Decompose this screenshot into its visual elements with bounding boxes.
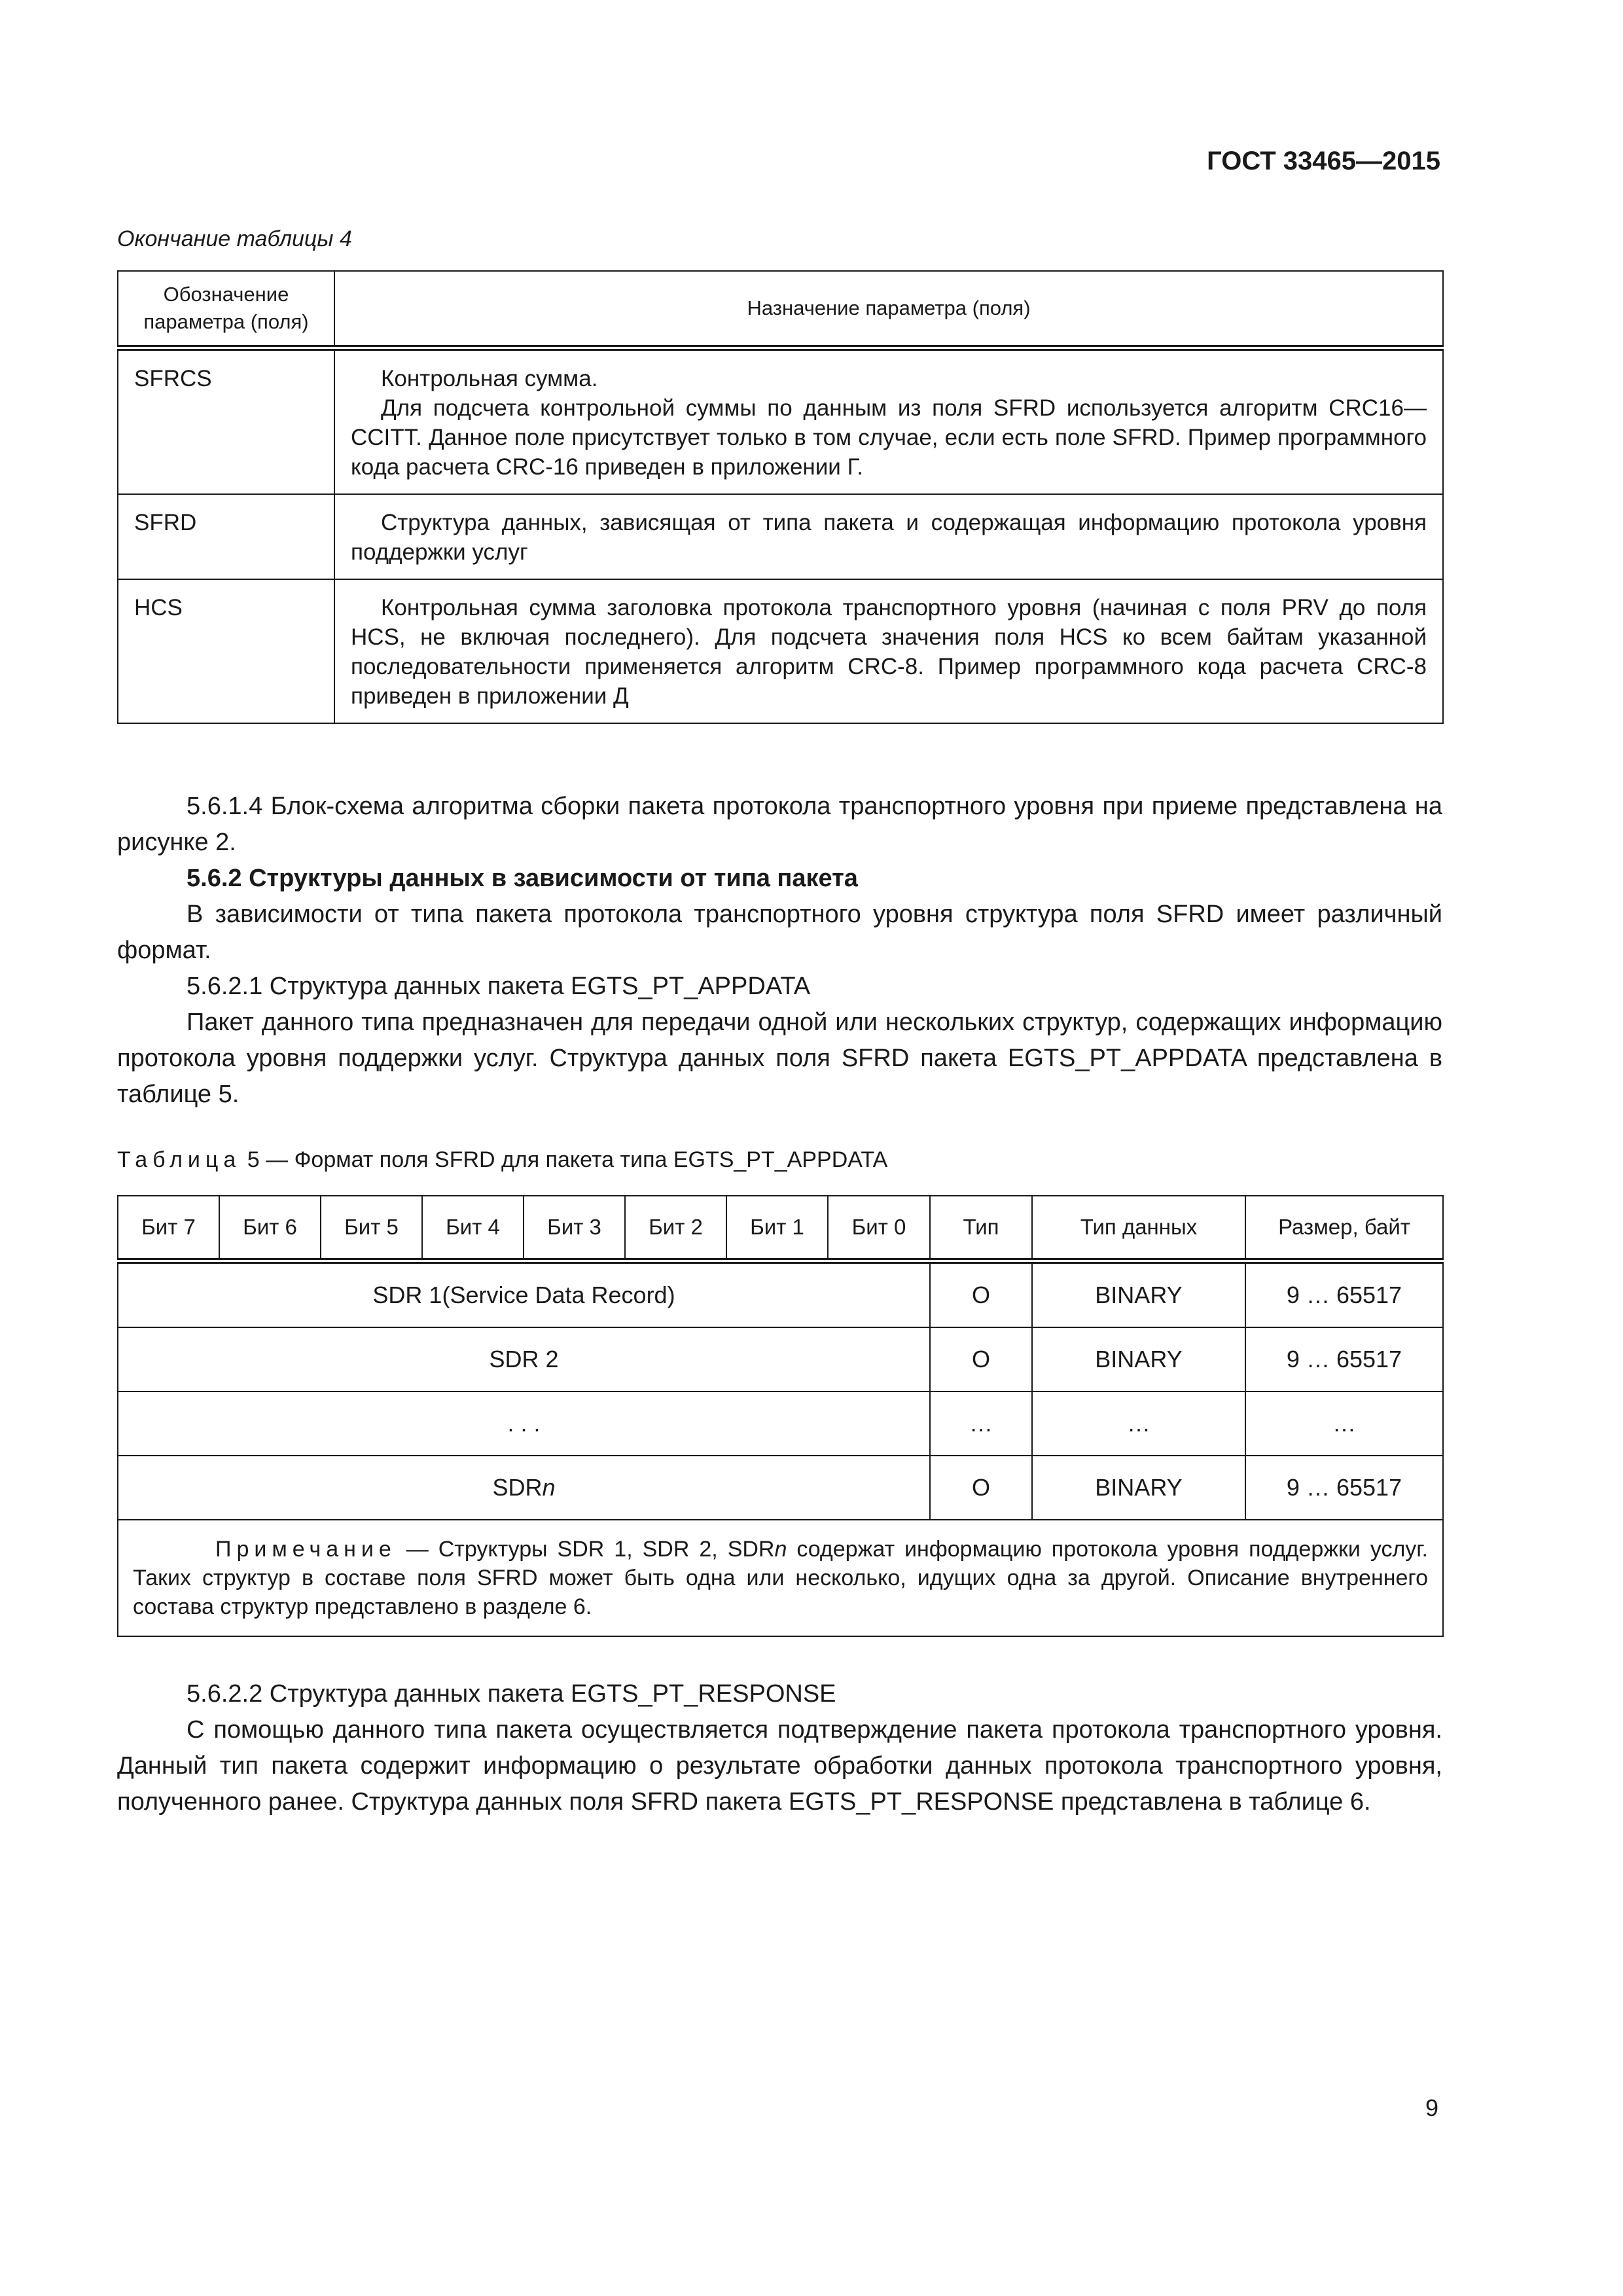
- field-code: SFRD: [118, 494, 334, 579]
- col-header-bit2: Бит 2: [625, 1196, 726, 1261]
- table-row: [118, 494, 1443, 579]
- record-data-type: …: [1032, 1391, 1245, 1456]
- body-text-block-2: [117, 1676, 1442, 1820]
- table-note: [118, 1520, 1443, 1636]
- field-code: SFRCS: [118, 348, 334, 495]
- col-header-bit1: Бит 1: [726, 1196, 828, 1261]
- table-5: [117, 1195, 1444, 1637]
- table4-caption: Окончание таблицы 4: [117, 226, 352, 251]
- note-italic: n: [774, 1537, 787, 1562]
- record-size: …: [1245, 1391, 1443, 1456]
- col-header-bit5: Бит 5: [321, 1196, 422, 1261]
- table-header-row: [118, 1196, 1443, 1261]
- table-note-row: [118, 1520, 1443, 1636]
- record-type: O: [930, 1261, 1032, 1328]
- table-4: [117, 270, 1444, 724]
- record-type: O: [930, 1456, 1032, 1520]
- section-heading-5-6-2: 5.6.2 Структуры данных в зависимости от типа пакета: [187, 865, 858, 892]
- table-row: [118, 579, 1443, 723]
- record-data-type: BINARY: [1032, 1327, 1245, 1391]
- col-header-data-type: Тип данных: [1032, 1196, 1245, 1261]
- col-header-bit4: Бит 4: [422, 1196, 524, 1261]
- col-header-type: Тип: [930, 1196, 1032, 1261]
- description-line: Структура данных, зависящая от типа пакета и содержащая информацию протокола уровня поддержки услуг: [351, 510, 1427, 565]
- standard-header: ГОСТ 33465—2015: [1207, 147, 1440, 175]
- paragraph-appdata: Пакет данного типа предназначен для передачи одной или нескольких структур, содержащих информацию протокола уровня поддержки услуг. Структура данных поля SFRD пакета EGTS_PT_APPDATA представлена в таблице 5.: [117, 1009, 1442, 1108]
- col-header-bit7: Бит 7: [118, 1196, 219, 1261]
- record-size: 9 … 65517: [1245, 1456, 1443, 1520]
- record-type: …: [930, 1391, 1032, 1456]
- col-header-bit0: Бит 0: [828, 1196, 930, 1261]
- note-text-b: содержат информацию протокола уровня поддержки услуг. Таких структур в составе поля SFRD может быть одна или несколько, идущих одна за другой. Описание внутреннего состава структур представлено в разделе 6.: [133, 1537, 1428, 1619]
- table-row: [118, 1327, 1443, 1391]
- paragraph-response: С помощью данного типа пакета осуществляется подтверждение пакета протокола транспортного уровня. Данный тип пакета содержит информацию о результате обработки данных протокола транспортного уровня, полученного ранее. Структура данных поля SFRD пакета EGTS_PT_RESPONSE представлена в таблице 6.: [117, 1716, 1442, 1816]
- note-text-a: — Структуры SDR 1, SDR 2, SDR: [396, 1537, 775, 1562]
- col-header-designation: Обозначение параметра (поля): [118, 271, 334, 348]
- record-size: 9 … 65517: [1245, 1261, 1443, 1328]
- record-data-type: BINARY: [1032, 1456, 1245, 1520]
- record-data-type: BINARY: [1032, 1261, 1245, 1328]
- table-row: [118, 1261, 1443, 1328]
- body-text-block-1: [117, 789, 1442, 1113]
- heading-5-6-2-2: 5.6.2.2 Структура данных пакета EGTS_PT_RESPONSE: [187, 1680, 836, 1708]
- record-type: O: [930, 1327, 1032, 1391]
- table5-caption-label: Таблица: [117, 1147, 241, 1172]
- field-description: [334, 494, 1443, 579]
- table-row: [118, 1391, 1443, 1456]
- description-line: Контрольная сумма заголовка протокола транспортного уровня (начиная с поля PRV до поля HCS, не включая последнего). Для подсчета значения поля HCS ко всем байтам указанной последовательности применяется алгоритм CRC-8. Пример программного кода расчета CRC-8 приведен в приложении Д: [351, 595, 1427, 709]
- field-code: HCS: [118, 579, 334, 723]
- record-name-italic: n: [542, 1474, 556, 1501]
- field-description: [334, 579, 1443, 723]
- table-row: [118, 348, 1443, 495]
- table-header-row: [118, 271, 1443, 348]
- description-line: Для подсчета контрольной суммы по данным из поля SFRD используется алгоритм CRC16—CCITT. Данное поле присутствует только в том случае, если есть поле SFRD. Пример программного кода расчета CRC-16 приведен в приложении Г.: [351, 395, 1427, 480]
- col-header-size: Размер, байт: [1245, 1196, 1443, 1261]
- field-description: [334, 348, 1443, 495]
- col-header-purpose: Назначение параметра (поля): [334, 271, 1443, 348]
- paragraph-sfrd-format: В зависимости от типа пакета протокола транспортного уровня структура поля SFRD имеет различный формат.: [117, 901, 1442, 964]
- table-row: [118, 1456, 1443, 1520]
- record-name: SDR 1(Service Data Record): [118, 1261, 930, 1328]
- col-header-bit6: Бит 6: [219, 1196, 321, 1261]
- page-number: 9: [1425, 2094, 1438, 2121]
- record-name: [118, 1456, 930, 1520]
- description-line: Контрольная сумма.: [381, 366, 598, 391]
- record-name: SDR 2: [118, 1327, 930, 1391]
- record-size: 9 … 65517: [1245, 1327, 1443, 1391]
- note-label: Примечание: [215, 1537, 397, 1562]
- table5-caption-text: 5 — Формат поля SFRD для пакета типа EGTS_PT_APPDATA: [247, 1147, 888, 1172]
- table5-caption: [117, 1147, 887, 1173]
- record-name-prefix: SDR: [492, 1474, 543, 1501]
- record-name: . . .: [118, 1391, 930, 1456]
- heading-5-6-2-1: 5.6.2.1 Структура данных пакета EGTS_PT_APPDATA: [187, 973, 811, 1000]
- paragraph-5-6-1-4: 5.6.1.4 Блок-схема алгоритма сборки пакета протокола транспортного уровня при приеме представлена на рисунке 2.: [117, 793, 1442, 856]
- col-header-bit3: Бит 3: [524, 1196, 625, 1261]
